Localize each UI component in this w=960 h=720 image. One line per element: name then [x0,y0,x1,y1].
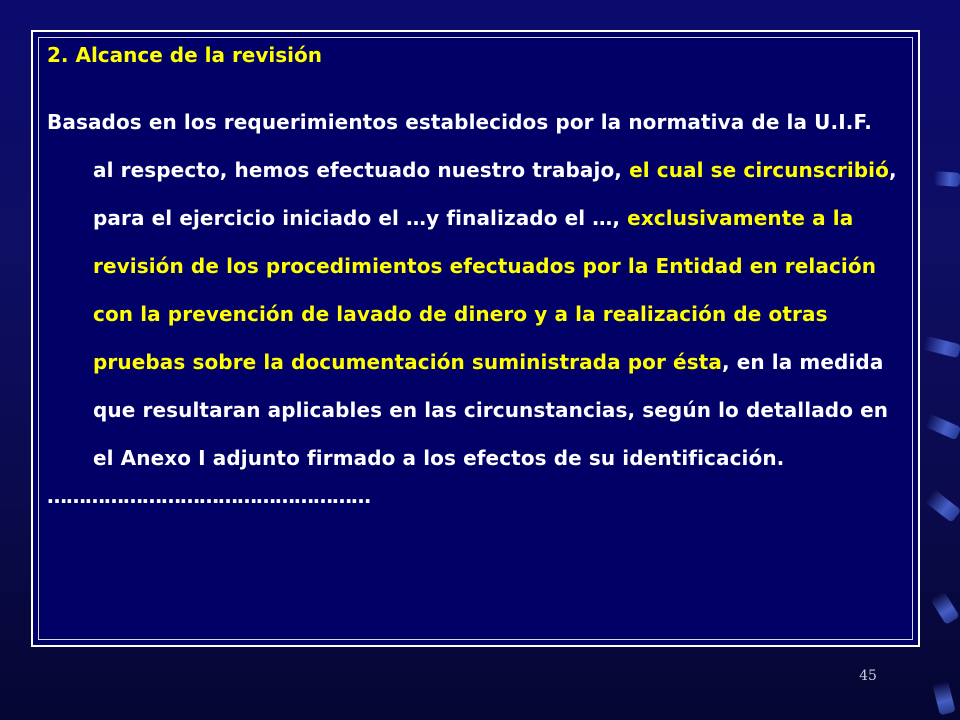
decorative-streak [934,171,960,187]
paragraph-text: Basados en los requerimientos establecidos por la normativa de la U.I.F. al respecto, hemos efectuado nuestro trabajo, [47,110,872,182]
page-number: 45 [859,668,877,684]
content-frame [31,30,920,647]
decorative-streak [923,336,960,358]
scope-paragraph [47,98,897,482]
decorative-streak [925,489,960,523]
paragraph-text: , en la medida que resultaran aplicables en las circunstancias, según lo detallado en el Anexo I adjunto firmado a los efectos de su identificación. [93,350,889,470]
section-heading: 2. Alcance de la revisión [47,43,322,67]
decorative-streak [932,681,955,716]
decorative-streak [925,414,960,441]
paragraph-highlight: exclusivamente a la revisión de los procedimientos efectuados por la Entidad en relación con la prevención de lavado de dinero y a la realización de otras pruebas sobre la documentación suministrada por ésta [93,206,877,374]
decorative-streak [930,591,959,625]
content-area [47,40,897,510]
paragraph-text: , para el ejercicio iniciado el …y finalizado el …, [93,158,897,230]
ellipsis-line: …………………………………………… [47,484,370,508]
paragraph-highlight: el cual se circunscribió [629,158,889,182]
